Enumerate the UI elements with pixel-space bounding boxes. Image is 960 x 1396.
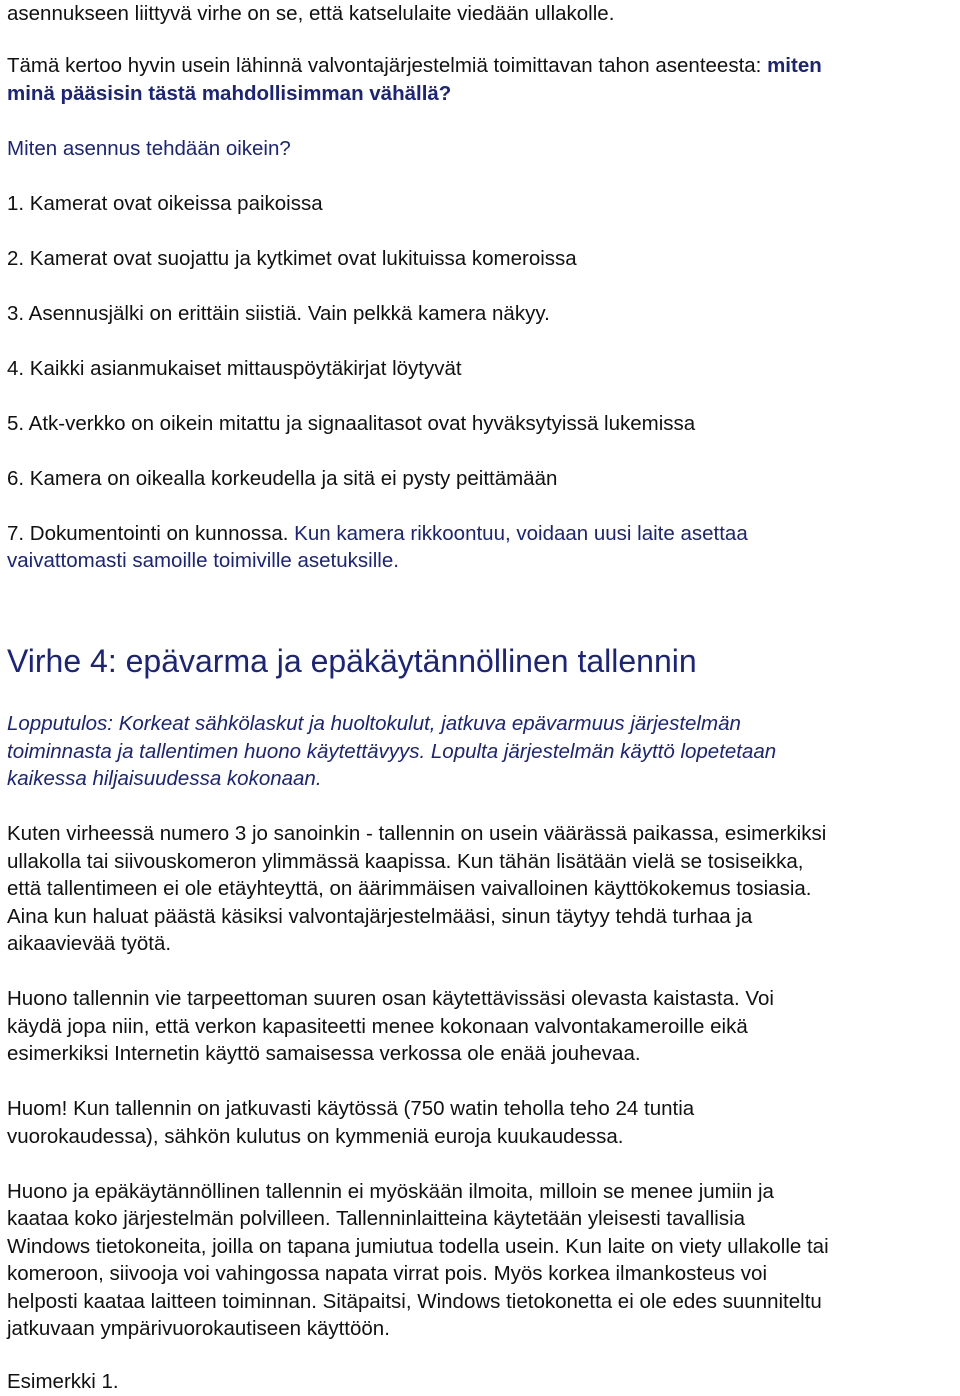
paragraph-line: Huom! Kun tallennin on jatkuvasti käytössä (750 watin teholla teho 24 tuntia <box>7 1097 695 1120</box>
attitude-line-2 <box>7 80 451 108</box>
list-item: 1. Kamerat ovat oikeissa paikoissa <box>7 192 323 215</box>
paragraph-line: Huono tallennin vie tarpeettoman suuren osan käytettävissäsi olevasta kaistasta. Voi <box>7 987 774 1010</box>
list-item: 5. Atk-verkko on oikein mitattu ja signaalitasot ovat hyväksytyissä lukemissa <box>7 412 696 435</box>
install-question: Miten asennus tehdään oikein? <box>7 137 291 160</box>
paragraph-line: että tallentimeen ei ole etäyhteyttä, on äärimmäisen vaivalloinen käyttökokemus tosiasia. <box>7 877 812 900</box>
paragraph-line: helposti kaataa laitteen toiminnan. Sitäpaitsi, Windows tietokonetta ei ole edes suunniteltu <box>7 1290 822 1313</box>
paragraph-line: esimerkiksi Internetin käyttö samaisessa verkossa ole enää jouhevaa. <box>7 1042 641 1065</box>
paragraph-line: vuorokaudessa), sähkön kulutus on kymmeniä euroja kuukaudessa. <box>7 1125 624 1148</box>
list-item: 3. Asennusjälki on erittäin siistiä. Vain pelkkä kamera näkyy. <box>7 302 550 325</box>
list-item-7-line-2: vaivattomasti samoille toimiville asetuksille. <box>7 549 399 572</box>
list-item: 6. Kamera on oikealla korkeudella ja sitä ei pysty peittämään <box>7 467 558 490</box>
attitude-text: Tämä kertoo hyvin usein lähinnä valvontajärjestelmiä toimittavan tahon asenteesta: <box>7 54 768 77</box>
attitude-emphasis: miten <box>767 54 822 77</box>
list-item: 4. Kaikki asianmukaiset mittauspöytäkirjat löytyvät <box>7 357 462 380</box>
paragraph-line: komeroon, siivooja voi vahingossa napata virrat pois. Myös korkea ilmankosteus voi <box>7 1262 768 1285</box>
attitude-line-1 <box>7 52 822 80</box>
outcome-line-3: kaikessa hiljaisuudessa kokonaan. <box>7 767 322 790</box>
paragraph-line: käydä jopa niin, että verkon kapasiteetti menee kokonaan valvontakameroille eikä <box>7 1015 748 1038</box>
paragraph-line: Aina kun haluat päästä käsiksi valvontajärjestelmääsi, sinun täytyy tehdä turhaa ja <box>7 905 753 928</box>
list-item-7-text: 7. Dokumentointi on kunnossa. <box>7 522 295 545</box>
paragraph-line: Windows tietokoneita, joilla on tapana jumiutua todella usein. Kun laite on viety ullakolle tai <box>7 1235 829 1258</box>
example-label: Esimerkki 1. <box>7 1370 119 1393</box>
paragraph-line: Huono ja epäkäytännöllinen tallennin ei myöskään ilmoita, milloin se menee jumiin ja <box>7 1180 774 1203</box>
paragraph-line: jatkuvaan ympärivuorokautiseen käyttöön. <box>7 1317 390 1340</box>
section-heading: Virhe 4: epävarma ja epäkäytännöllinen tallennin <box>7 643 697 679</box>
paragraph-line: Kuten virheessä numero 3 jo sanoinkin - tallennin on usein väärässä paikassa, esimerkiksi <box>7 822 827 845</box>
paragraph-line: ullakolla tai siivouskomeron ylimmässä kaapissa. Kun tähän lisätään vielä se tosiseikka, <box>7 850 804 873</box>
outcome-line-1: Lopputulos: Korkeat sähkölaskut ja huoltokulut, jatkuva epävarmuus järjestelmän <box>7 712 741 735</box>
list-item-7-highlight: Kun kamera rikkoontuu, voidaan uusi laite asettaa <box>294 522 748 545</box>
intro-line: asennukseen liittyvä virhe on se, että katselulaite viedään ullakolle. <box>7 2 615 25</box>
list-item-7-line-1 <box>7 520 748 548</box>
list-item: 2. Kamerat ovat suojattu ja kytkimet ovat lukituissa komeroissa <box>7 247 577 270</box>
outcome-line-2 <box>7 738 776 766</box>
attitude-emphasis-2: minä pääsisin tästä mahdollisimman vähällä? <box>7 82 452 105</box>
paragraph-line: aikaavievää työtä. <box>7 932 172 955</box>
paragraph-line: kaataa koko järjestelmän polvilleen. Tallenninlaitteina käytetään yleisesti tavallisia <box>7 1207 746 1230</box>
outcome-rest: Lopulta järjestelmän käyttö lopetetaan <box>425 740 777 763</box>
outcome-italic: toiminnasta ja tallentimen huono käytettävyys. <box>7 740 426 763</box>
